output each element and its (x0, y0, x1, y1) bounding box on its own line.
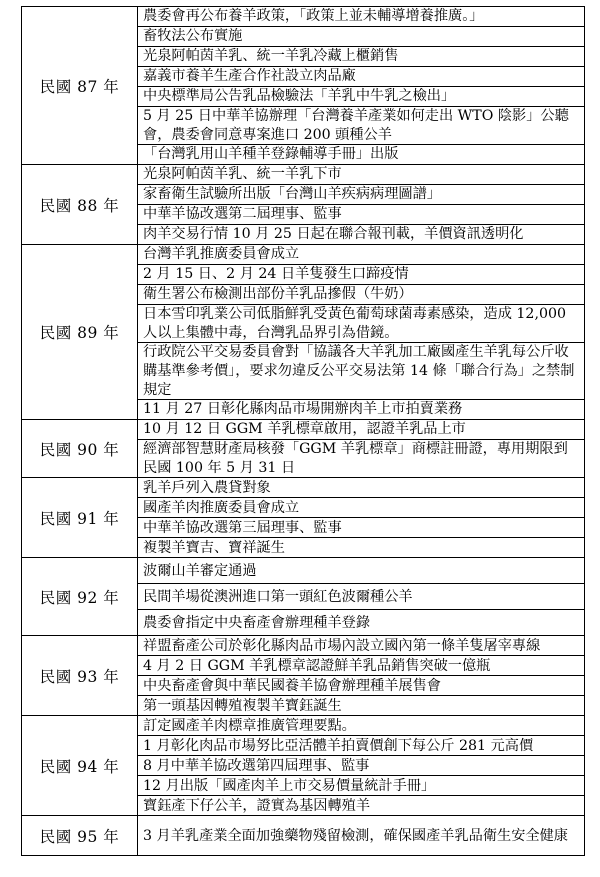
event-cell: 光泉阿帕茵羊乳、統一羊乳冷藏上櫃銷售 (138, 47, 585, 67)
event-cell: 嘉義市養羊生產合作社設立肉品廠 (138, 67, 585, 87)
event-cell: 畜牧法公布實施 (138, 27, 585, 47)
event-cell: 農委會再公布養羊政策，「政策上並未輔導增養推廣。」 (138, 7, 585, 27)
event-cell: 衛生署公布檢測出部份羊乳品摻假（牛奶） (138, 285, 585, 305)
event-cell: 日本雪印乳業公司低脂鮮乳受黃色葡萄球菌毒素感染，造成 12,000 人以上集體中毒，台灣乳品界引為借鏡。 (138, 305, 585, 343)
event-cell: 行政院公平交易委員會對「協議各大羊乳加工廠國產生羊乳每公斤收購基準參考價」，要求勿違反公平交易法第 14 條「聯合行為」之禁制規定 (138, 343, 585, 400)
event-cell: 10 月 12 日 GGM 羊乳標章啟用，認證羊乳品上市 (138, 420, 585, 440)
table-row (22, 636, 585, 656)
table-row (22, 420, 585, 440)
event-cell: 1 月彰化肉品市場努比亞活體羊拍賣價創下每公斤 281 元高價 (138, 736, 585, 756)
event-cell: 乳羊戶列入農貸對象 (138, 478, 585, 498)
event-cell: 台灣羊乳推廣委員會成立 (138, 245, 585, 265)
chronology-table (21, 6, 585, 856)
event-cell: 4 月 2 日 GGM 羊乳標章認證鮮羊乳品銷售突破一億瓶 (138, 656, 585, 676)
event-cell: 12 月出版「國產肉羊上市交易價量統計手冊」 (138, 776, 585, 796)
event-cell: 複製羊寶吉、寶祥誕生 (138, 538, 585, 558)
table-row (22, 165, 585, 185)
year-cell: 民國 89 年 (22, 245, 138, 420)
event-cell: 11 月 27 日彰化縣肉品市場開辦肉羊上市拍賣業務 (138, 400, 585, 420)
table-row (22, 816, 585, 856)
event-cell: 民間羊場從澳洲進口第一頭紅色波爾種公羊 (138, 584, 585, 610)
event-cell: 「台灣乳用山羊種羊登錄輔導手冊」出版 (138, 145, 585, 165)
event-cell: 2 月 15 日、2 月 24 日羊隻發生口蹄疫情 (138, 265, 585, 285)
year-cell: 民國 87 年 (22, 7, 138, 165)
event-cell: 波爾山羊審定通過 (138, 558, 585, 584)
event-cell: 3 月羊乳產業全面加強藥物殘留檢測，確保國產羊乳品衛生安全健康 (138, 816, 585, 856)
event-cell: 中華羊協改選第三屆理事、監事 (138, 518, 585, 538)
table-row (22, 7, 585, 27)
event-cell: 家畜衛生試驗所出版「台灣山羊疾病病理圖譜」 (138, 185, 585, 205)
event-cell: 祥盟畜產公司於彰化縣肉品市場內設立國內第一條羊隻屠宰專線 (138, 636, 585, 656)
event-cell: 中華羊協改選第二屆理事、監事 (138, 205, 585, 225)
event-cell: 經濟部智慧財產局核發「GGM 羊乳標章」商標註冊證，專用期限到民國 100 年 5 月 31 日 (138, 440, 585, 478)
table-row (22, 245, 585, 265)
event-cell: 中央畜產會與中華民國養羊協會辦理種羊展售會 (138, 676, 585, 696)
year-cell: 民國 90 年 (22, 420, 138, 478)
event-cell: 中央標準局公告乳品檢驗法「羊乳中牛乳之檢出」 (138, 87, 585, 107)
table-row (22, 558, 585, 584)
year-cell: 民國 93 年 (22, 636, 138, 716)
chronology-table-body (22, 7, 585, 856)
event-cell: 第一頭基因轉殖複製羊寶鈺誕生 (138, 696, 585, 716)
year-cell: 民國 92 年 (22, 558, 138, 636)
year-cell: 民國 95 年 (22, 816, 138, 856)
year-cell: 民國 91 年 (22, 478, 138, 558)
year-cell: 民國 94 年 (22, 716, 138, 816)
event-cell: 國產羊肉推廣委員會成立 (138, 498, 585, 518)
event-cell: 5 月 25 日中華羊協辦理「台灣養羊產業如何走出 WTO 陰影」公聽會，農委會同意專案進口 200 頭種公羊 (138, 107, 585, 145)
event-cell: 光泉阿帕茵羊乳、統一羊乳下市 (138, 165, 585, 185)
year-cell: 民國 88 年 (22, 165, 138, 245)
table-row (22, 478, 585, 498)
table-row (22, 716, 585, 736)
event-cell: 8 月中華羊協改選第四屆理事、監事 (138, 756, 585, 776)
chronology-document (21, 6, 585, 856)
event-cell: 寶鈺產下仔公羊，證實為基因轉殖羊 (138, 796, 585, 816)
event-cell: 訂定國產羊肉標章推廣管理要點。 (138, 716, 585, 736)
event-cell: 肉羊交易行情 10 月 25 日起在聯合報刊載，羊價資訊透明化 (138, 225, 585, 245)
event-cell: 農委會指定中央畜產會辦理種羊登錄 (138, 610, 585, 636)
